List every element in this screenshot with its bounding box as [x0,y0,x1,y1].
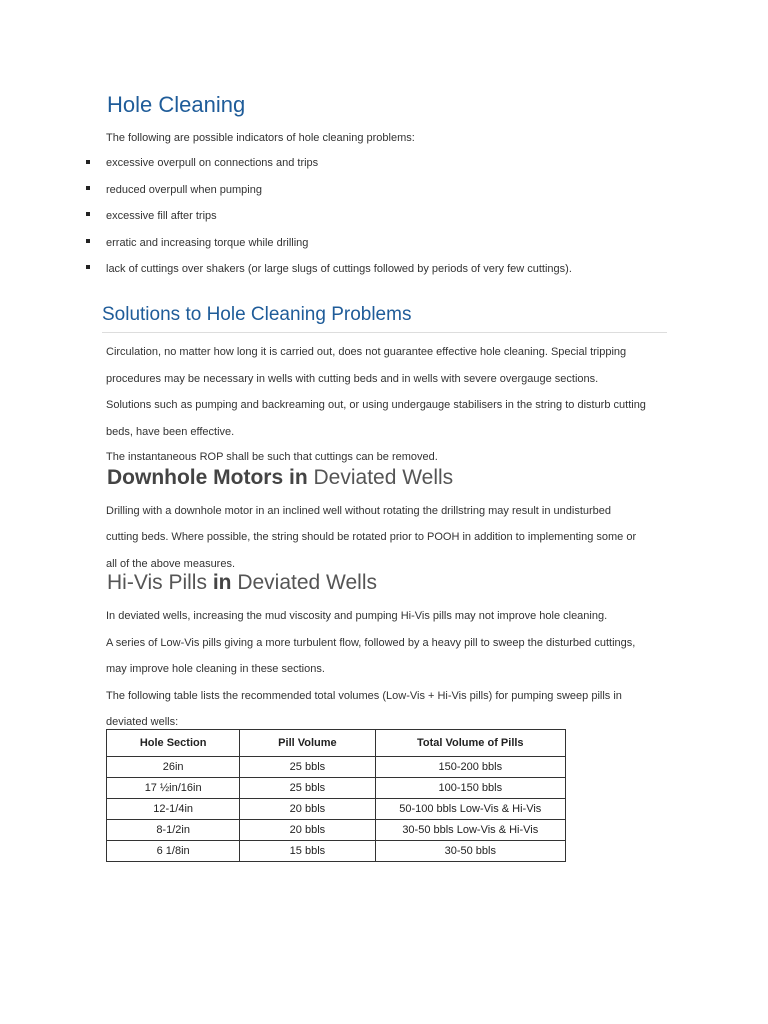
cell-hole-section: 12-1/4in [107,799,240,820]
table-header-row [107,730,566,757]
cell-pill-volume: 15 bbls [240,841,375,862]
bullet-icon [86,160,90,164]
table-row [107,820,566,841]
table-row [107,841,566,862]
cell-hole-section: 6 1/8in [107,841,240,862]
section-title-hivis-pills [107,570,377,596]
list-item: reduced overpull when pumping [106,184,262,196]
title-first-part: Hi-Vis Pills [107,571,207,594]
section-title-hole-cleaning: Hole Cleaning [107,92,246,117]
downhole-paragraph-line: all of the above measures. [106,558,236,570]
column-header-pill-volume: Pill Volume [240,730,375,757]
hivis-paragraph-line: A series of Low-Vis pills giving a more turbulent flow, followed by a heavy pill to sweep the disturbed cuttings, [106,637,636,649]
downhole-paragraph-line: cutting beds. Where possible, the string should be rotated prior to POOH in addition to implementing some or [106,531,637,543]
column-header-total-volume: Total Volume of Pills [375,730,565,757]
cell-total-volume: 30-50 bbls [375,841,565,862]
solutions-paragraph-line: Solutions such as pumping and backreaming out, or using undergauge stabilisers in the string to disturb cutting [106,399,646,411]
list-item: excessive overpull on connections and trips [106,157,319,169]
list-item: erratic and increasing torque while drilling [106,237,309,249]
solutions-paragraph-line: beds, have been effective. [106,426,235,438]
cell-total-volume: 150-200 bbls [375,757,565,778]
bullet-icon [86,186,90,190]
cell-pill-volume: 20 bbls [240,820,375,841]
section-divider [102,332,667,333]
hivis-paragraph-line: In deviated wells, increasing the mud viscosity and pumping Hi-Vis pills may not improve hole cleaning. [106,610,608,622]
downhole-paragraph-line: Drilling with a downhole motor in an inclined well without rotating the drillstring may result in undisturbed [106,505,612,517]
table-row [107,778,566,799]
column-header-hole-section: Hole Section [107,730,240,757]
cell-hole-section: 17 ½in/16in [107,778,240,799]
title-rest-part: Deviated Wells [313,466,454,489]
cell-total-volume: 30-50 bbls Low-Vis & Hi-Vis [375,820,565,841]
solutions-paragraph-line: Circulation, no matter how long it is carried out, does not guarantee effective hole cleaning. Special tripping [106,346,627,358]
list-item: excessive fill after trips [106,210,217,222]
cell-hole-section: 8-1/2in [107,820,240,841]
hivis-paragraph-line: The following table lists the recommended total volumes (Low-Vis + Hi-Vis pills) for pumping sweep pills in [106,690,622,702]
cell-total-volume: 100-150 bbls [375,778,565,799]
solutions-paragraph-line: procedures may be necessary in wells with cutting beds and in wells with severe overgauge sections. [106,373,599,385]
list-item: lack of cuttings over shakers (or large slugs of cuttings followed by periods of very few cuttings). [106,263,572,275]
title-rest-part: Deviated Wells [237,571,377,594]
rop-text: The instantaneous ROP shall be such that cuttings can be removed. [106,451,438,463]
bullet-icon [86,239,90,243]
sweep-pill-volume-table [106,729,566,862]
table-row [107,757,566,778]
bullet-icon [86,212,90,216]
cell-pill-volume: 25 bbls [240,757,375,778]
hivis-paragraph-line: may improve hole cleaning in these sections. [106,663,325,675]
cell-total-volume: 50-100 bbls Low-Vis & Hi-Vis [375,799,565,820]
cell-pill-volume: 25 bbls [240,778,375,799]
cell-hole-section: 26in [107,757,240,778]
hivis-paragraph-line: deviated wells: [106,716,179,728]
cell-pill-volume: 20 bbls [240,799,375,820]
title-bold-part: in [212,571,232,594]
section-title-solutions: Solutions to Hole Cleaning Problems [102,304,412,325]
bullet-icon [86,265,90,269]
table-row [107,799,566,820]
intro-text: The following are possible indicators of hole cleaning problems: [106,132,415,144]
title-bold-part: Downhole Motors in [107,466,308,489]
section-title-downhole-motors [107,465,453,491]
